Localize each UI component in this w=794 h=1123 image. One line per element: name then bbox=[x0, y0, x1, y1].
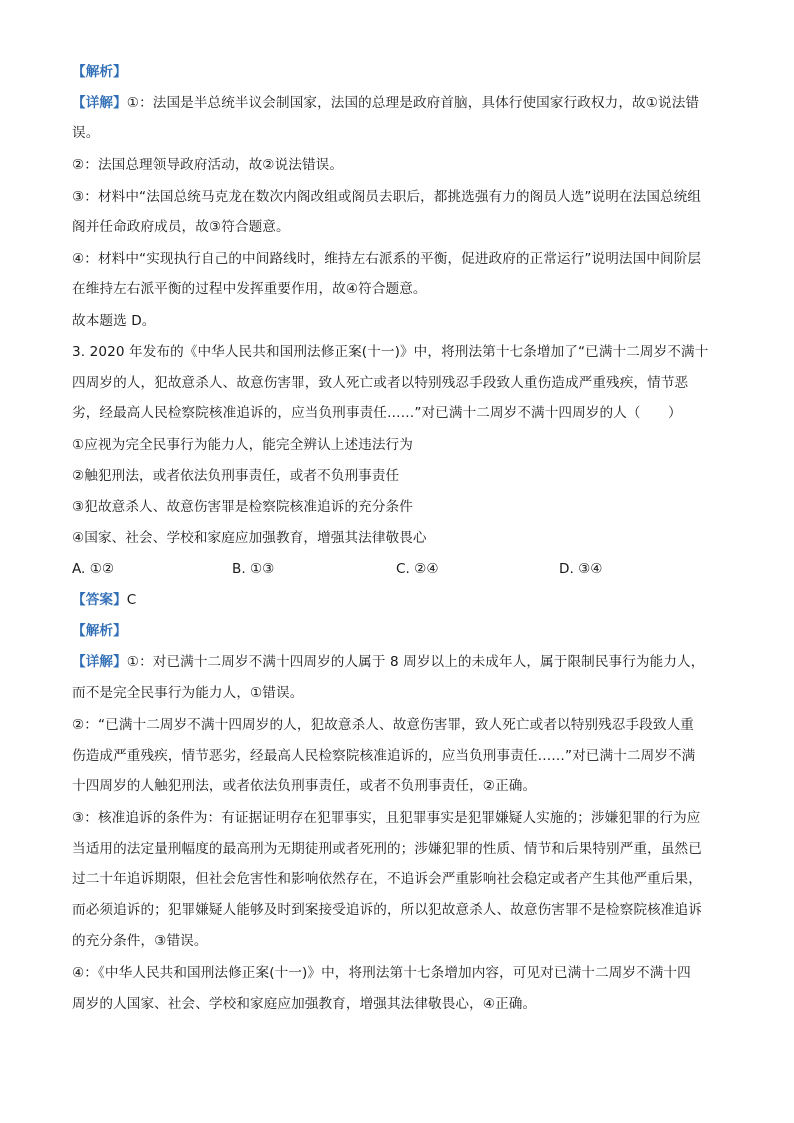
statement-2: ②触犯刑法，或者依法负刑事责任，或者不负刑事责任 bbox=[72, 468, 400, 484]
question-3-line-3: 劣，经最高人民检察院核准追诉的，应当负刑事责任……”对已满十二周岁不满十四周岁的人（ ） bbox=[72, 405, 682, 421]
statement-4: ④国家、社会、学校和家庭应加强教育，增强其法律敬畏心 bbox=[72, 530, 427, 546]
explanation-2-point-3-line-4: 而必须追诉的；犯罪嫌疑人能够及时到案接受追诉的，所以犯故意杀人、故意伤害罪不是检察院核准追诉 bbox=[72, 902, 702, 918]
explanation-2-point-2-line-3: 十四周岁的人触犯刑法，或者依法负刑事责任，或者不负刑事责任，②正确。 bbox=[72, 778, 537, 794]
detail-tag: 【详解】 bbox=[72, 95, 127, 111]
explanation-1-point-2: ②：法国总理领导政府活动，故②说法错误。 bbox=[72, 157, 344, 173]
conclusion-1: 故本题选 D。 bbox=[72, 313, 156, 329]
answer-line bbox=[72, 590, 136, 610]
statement-1: ①应视为完全民事行为能力人，能完全辨认上述违法行为 bbox=[72, 437, 413, 453]
explanation-2-line-2: 而不是完全民事行为能力人，①错误。 bbox=[72, 685, 304, 701]
option-a: A. ①② bbox=[72, 561, 115, 577]
answer-tag: 【答案】 bbox=[72, 592, 127, 608]
explanation-2-point-2-line-2: 伤造成严重残疾，情节恶劣，经最高人民检察院核准追诉的，应当负刑事责任……”对已满十二周岁不满 bbox=[72, 748, 696, 764]
detail-tag: 【详解】 bbox=[72, 654, 127, 670]
question-3-line-1: 3. 2020 年发布的《中华人民共和国刑法修正案(十一)》中，将刑法第十七条增加了“已满十二周岁不满十 bbox=[72, 344, 709, 360]
explanation-1-point-3-line-2: 阁并任命政府成员，故③符合题意。 bbox=[72, 219, 290, 235]
analysis-heading-2 bbox=[72, 621, 127, 641]
explanation-2-line-1: 【详解】①：对已满十二周岁不满十四周岁的人属于 8 周岁以上的未成年人，属于限制民事行为能力人， bbox=[72, 654, 705, 670]
explanation-1-point-4-line-2: 在维持左右派平衡的过程中发挥重要作用，故④符合题意。 bbox=[72, 281, 427, 297]
analysis-heading-1 bbox=[72, 62, 127, 82]
option-c: C. ②④ bbox=[396, 561, 439, 577]
explanation-2-point-3-line-1: ③：核准追诉的条件为：有证据证明存在犯罪事实，且犯罪事实是犯罪嫌疑人实施的；涉嫌犯罪的行为应 bbox=[72, 810, 701, 826]
explanation-2-point-2-line-1: ②：“已满十二周岁不满十四周岁的人，犯故意杀人、故意伤害罪，致人死亡或者以特别残忍手段致人重 bbox=[72, 717, 694, 733]
explanation-2-point-3-line-2: 当适用的法定量刑幅度的最高刑为无期徒刑或者死刑的；涉嫌犯罪的性质、情节和后果特别严重，虽然已 bbox=[72, 841, 702, 857]
explanation-1-point-4-line-1: ④：材料中“实现执行自己的中间路线时，维持左右派系的平衡，促进政府的正常运行”说明法国中间阶层 bbox=[72, 251, 702, 267]
explanation-2-point-4-line-2: 周岁的人国家、社会、学校和家庭应加强教育，增强其法律敬畏心，④正确。 bbox=[72, 996, 537, 1012]
answer-value: C bbox=[126, 592, 137, 608]
explanation-2-point-4-line-1: ④：《中华人民共和国刑法修正案(十一)》中，将刑法第十七条增加内容，可见对已满十二周岁不满十四 bbox=[72, 965, 691, 981]
analysis-tag: 【解析】 bbox=[72, 64, 127, 80]
option-d: D. ③④ bbox=[559, 561, 603, 577]
explanation-1-line-2: 误。 bbox=[72, 125, 100, 141]
explanation-2-point-3-line-5: 的充分条件，③错误。 bbox=[72, 933, 208, 949]
option-b: B. ①③ bbox=[232, 561, 275, 577]
statement-3: ③犯故意杀人、故意伤害罪是检察院核准追诉的充分条件 bbox=[72, 499, 413, 515]
explanation-2-point-3-line-3: 过二十年追诉期限，但社会危害性和影响依然存在，不追诉会严重影响社会稳定或者产生其他严重后果， bbox=[72, 871, 702, 887]
question-3-line-2: 四周岁的人，犯故意杀人、故意伤害罪，致人死亡或者以特别残忍手段致人重伤造成严重残疾，情节恶 bbox=[72, 375, 689, 391]
explanation-1-line-1: 【详解】①：法国是半总统半议会制国家，法国的总理是政府首脑，具体行使国家行政权力，故①说法错 bbox=[72, 95, 700, 111]
analysis-tag: 【解析】 bbox=[72, 623, 127, 639]
explanation-1-point-3-line-1: ③：材料中“法国总统马克龙在数次内阁改组或阁员去职后，都挑选强有力的阁员人选”说明在法国总统组 bbox=[72, 189, 702, 205]
